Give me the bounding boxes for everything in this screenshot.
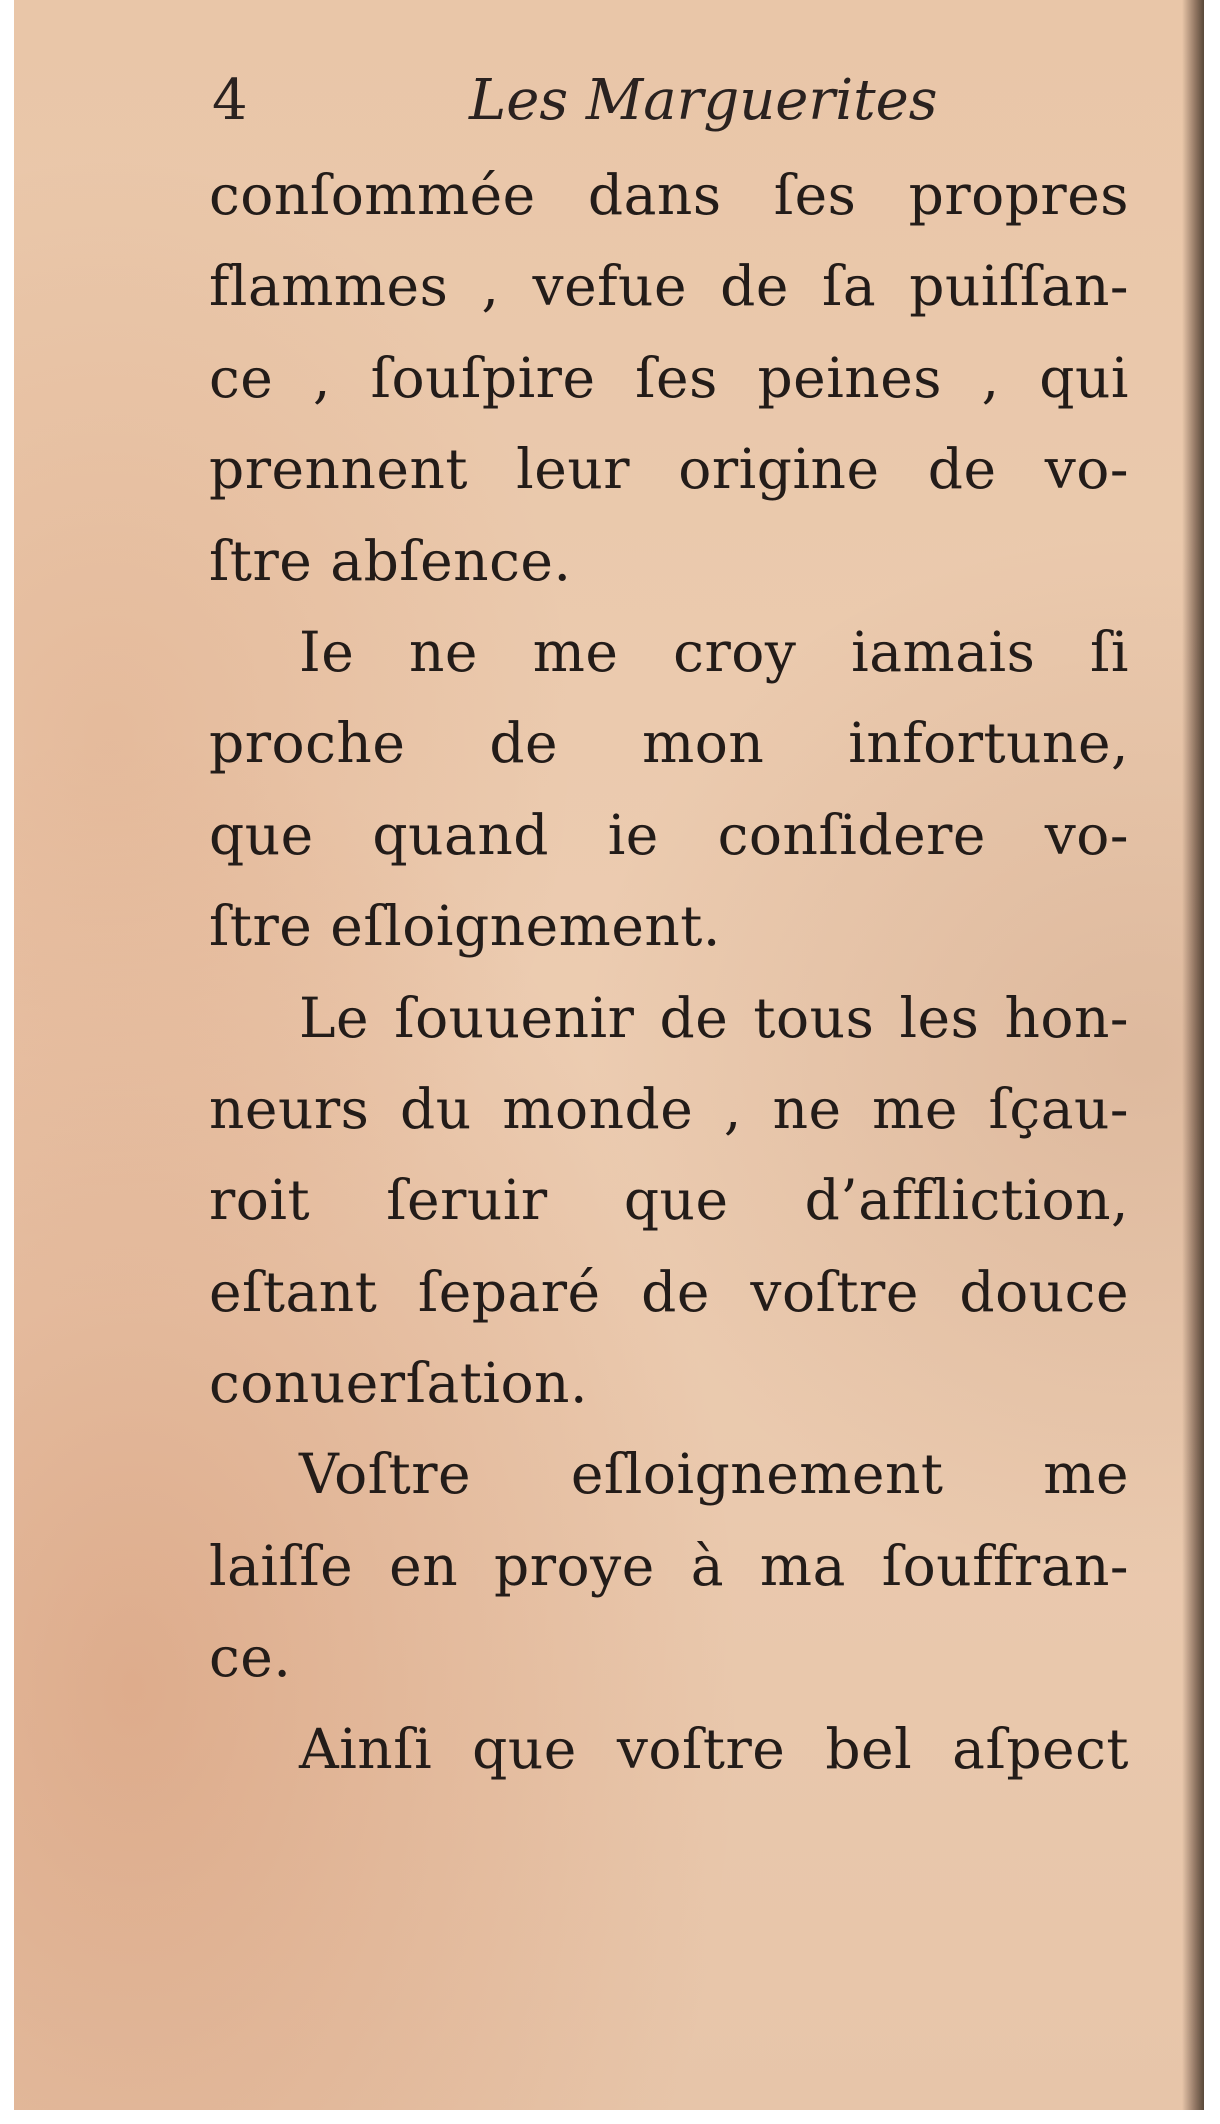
running-head	[204, 68, 964, 138]
text-line: Voſtre eſloignement me	[299, 1442, 1129, 1507]
text-line: Ainſi que voſtre bel aſpect	[299, 1716, 1129, 1781]
text-line: prennent leur origine de vo-	[209, 437, 1129, 502]
running-title: Les Marguerites	[469, 68, 938, 133]
text-line: ſtre eſloignement.	[209, 894, 721, 959]
body-text	[209, 150, 1129, 1795]
text-line: roit ſeruir que d’affliction,	[209, 1168, 1129, 1233]
book-page	[14, 0, 1204, 2110]
text-line: neurs du monde , ne me ſçau-	[209, 1076, 1129, 1141]
text-line: Le ſouuenir de tous les hon-	[299, 985, 1129, 1050]
text-line: eſtant ſeparé de voſtre douce	[209, 1259, 1129, 1324]
text-line: conuerſation.	[209, 1351, 588, 1416]
text-line: laiſſe en proye à ma ſouffran-	[209, 1533, 1129, 1598]
text-line: flammes , vefue de ſa puiſſan-	[209, 254, 1129, 319]
text-line: proche de mon infortune,	[209, 711, 1129, 776]
text-line: ſtre abſence.	[209, 528, 572, 593]
text-line: que quand ie conſidere vo-	[209, 802, 1129, 867]
text-line: Ie ne me croy iamais ſi	[299, 619, 1129, 684]
text-line: ce.	[209, 1625, 292, 1690]
page-edge-shadow	[1182, 0, 1204, 2110]
text-line: ce , ſouſpire ſes peines , qui	[209, 345, 1129, 410]
page-number: 4	[212, 68, 248, 133]
text-line: conſommée dans ſes propres	[209, 163, 1129, 227]
